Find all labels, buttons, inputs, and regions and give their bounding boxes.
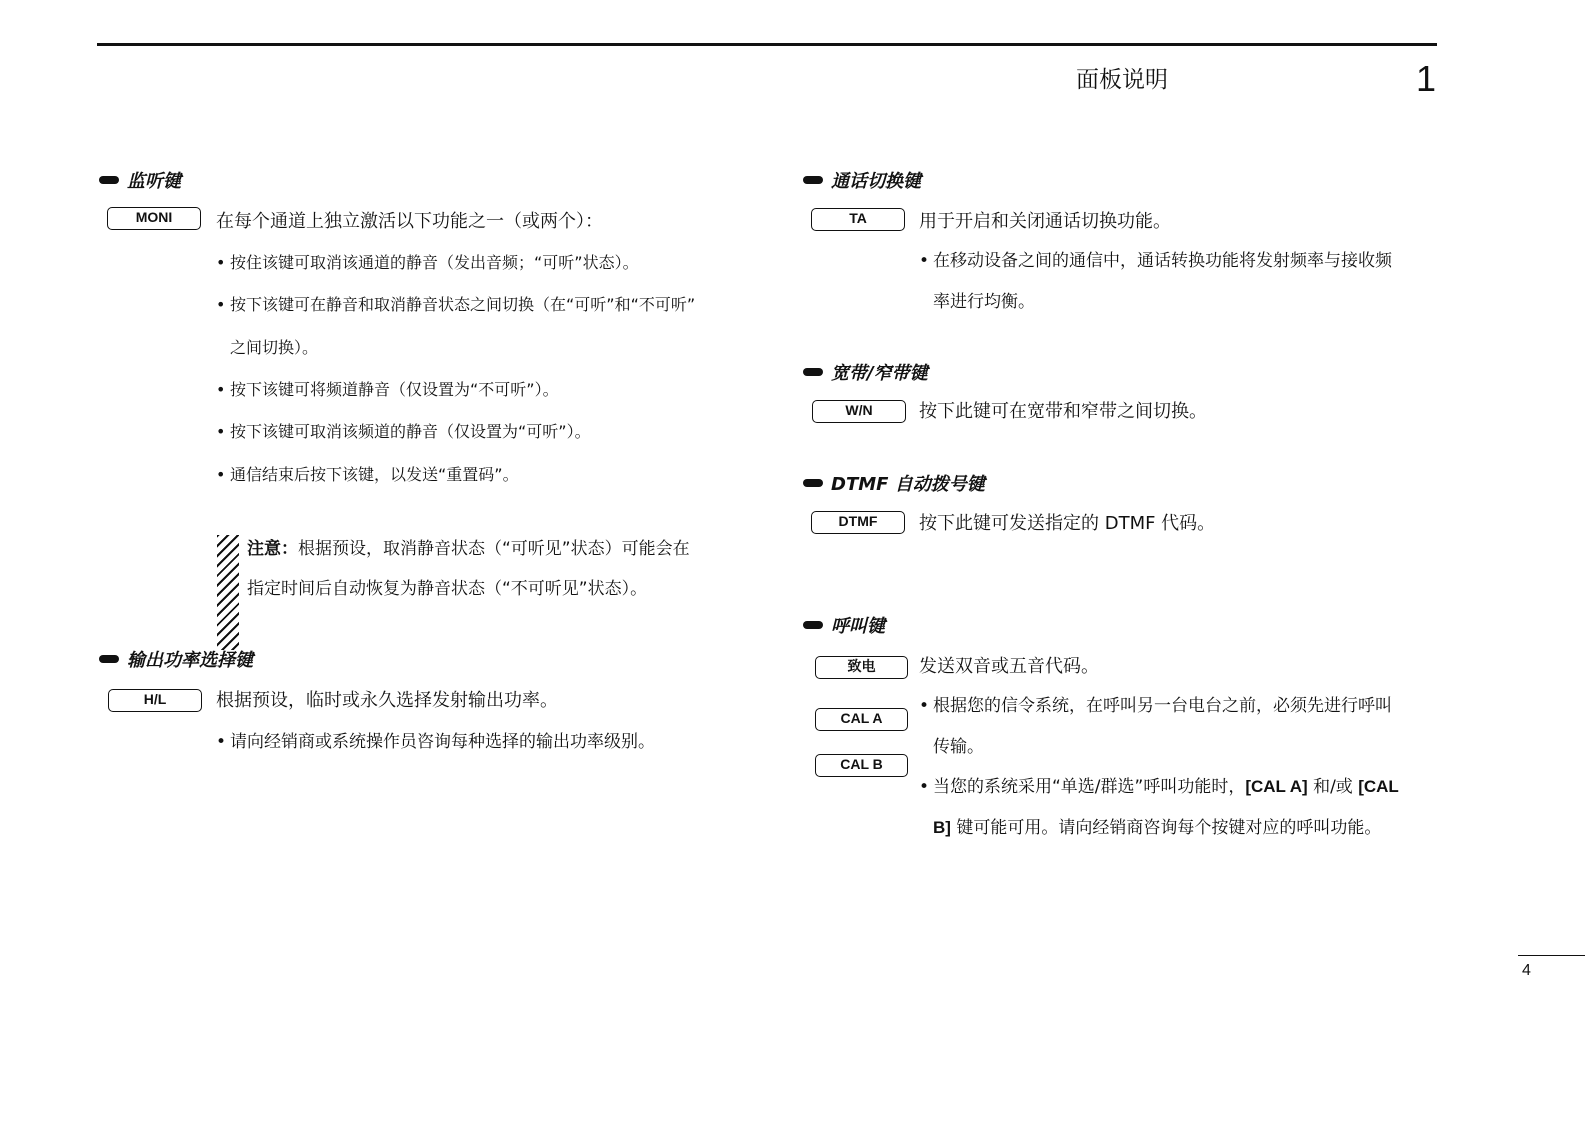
moni-bullet-3: • 按下该键可将频道静音（仅设置为“不可听”）。: [216, 380, 559, 399]
note-hatch-icon: [217, 535, 239, 650]
moni-bullet-1: • 按住该键可取消该通道的静音（发出音频；“可听”状态）。: [216, 253, 639, 272]
chapter-title: 面板说明: [1076, 67, 1168, 93]
section-heading-dtmf: DTMF 自动拨号键: [803, 473, 985, 497]
section-heading-call: 呼叫键: [803, 615, 885, 639]
moni-bullet-5: • 通信结束后按下该键，以发送“重置码”。: [216, 465, 519, 484]
key-call: 致电: [815, 656, 908, 679]
page-number: 4: [1522, 962, 1531, 979]
section-heading-moni: 监听键: [99, 170, 181, 194]
bullet-pill-icon: [803, 479, 823, 487]
bullet-pill-icon: [803, 621, 823, 629]
ta-bullet-1: • 在移动设备之间的通信中，通话转换功能将发射频率与接收频: [919, 251, 1392, 271]
key-hl: H/L: [108, 689, 202, 712]
ta-description: 用于开启和关闭通话切换功能。: [919, 211, 1171, 232]
key-dtmf: DTMF: [811, 511, 905, 534]
wn-description: 按下此键可在宽带和窄带之间切换。: [919, 401, 1207, 422]
top-rule: [97, 43, 1437, 46]
call-bullet-2-cont: B] 键可能可用。请向经销商咨询每个按键对应的呼叫功能。: [933, 818, 1382, 838]
note-line-1: 注意：根据预设，取消静音状态（“可听见”状态）可能会在: [247, 539, 690, 559]
bullet-pill-icon: [99, 655, 119, 663]
key-cal-a: CAL A: [815, 708, 908, 731]
moni-bullet-2-cont: 之间切换）。: [230, 338, 319, 357]
call-bullet-2: • 当您的系统采用“单选/群选”呼叫功能时，[CAL A] 和/或 [CAL: [919, 777, 1399, 797]
page-number-rule: [1518, 955, 1585, 956]
bullet-pill-icon: [99, 176, 119, 184]
key-moni: MONI: [107, 207, 201, 230]
moni-bullet-4: • 按下该键可取消该频道的静音（仅设置为“可听”）。: [216, 422, 591, 441]
call-bullet-1-cont: 传输。: [933, 737, 984, 757]
key-cal-b: CAL B: [815, 754, 908, 777]
bullet-pill-icon: [803, 176, 823, 184]
ta-bullet-1-cont: 率进行均衡。: [933, 292, 1035, 312]
section-heading-ta: 通话切换键: [803, 170, 921, 194]
bullet-pill-icon: [803, 368, 823, 376]
moni-description: 在每个通道上独立激活以下功能之一（或两个）：: [216, 211, 603, 232]
key-wn: W/N: [812, 400, 906, 423]
moni-bullet-2: • 按下该键可在静音和取消静音状态之间切换（在“可听”和“不可听”: [216, 295, 696, 314]
chapter-number: 1: [1416, 58, 1437, 99]
call-description: 发送双音或五音代码。: [919, 656, 1099, 677]
note-line-2: 指定时间后自动恢复为静音状态（“不可听见”状态）。: [247, 579, 648, 599]
call-bullet-1: • 根据您的信令系统，在呼叫另一台电台之前，必须先进行呼叫: [919, 696, 1392, 716]
power-bullet-1: • 请向经销商或系统操作员咨询每种选择的输出功率级别。: [216, 732, 655, 752]
key-ta: TA: [811, 208, 905, 231]
section-heading-power: 输出功率选择键: [99, 649, 253, 673]
power-description: 根据预设，临时或永久选择发射输出功率。: [216, 690, 558, 711]
section-heading-wn: 宽带/窄带键: [803, 362, 928, 386]
dtmf-description: 按下此键可发送指定的 DTMF 代码。: [919, 513, 1216, 534]
